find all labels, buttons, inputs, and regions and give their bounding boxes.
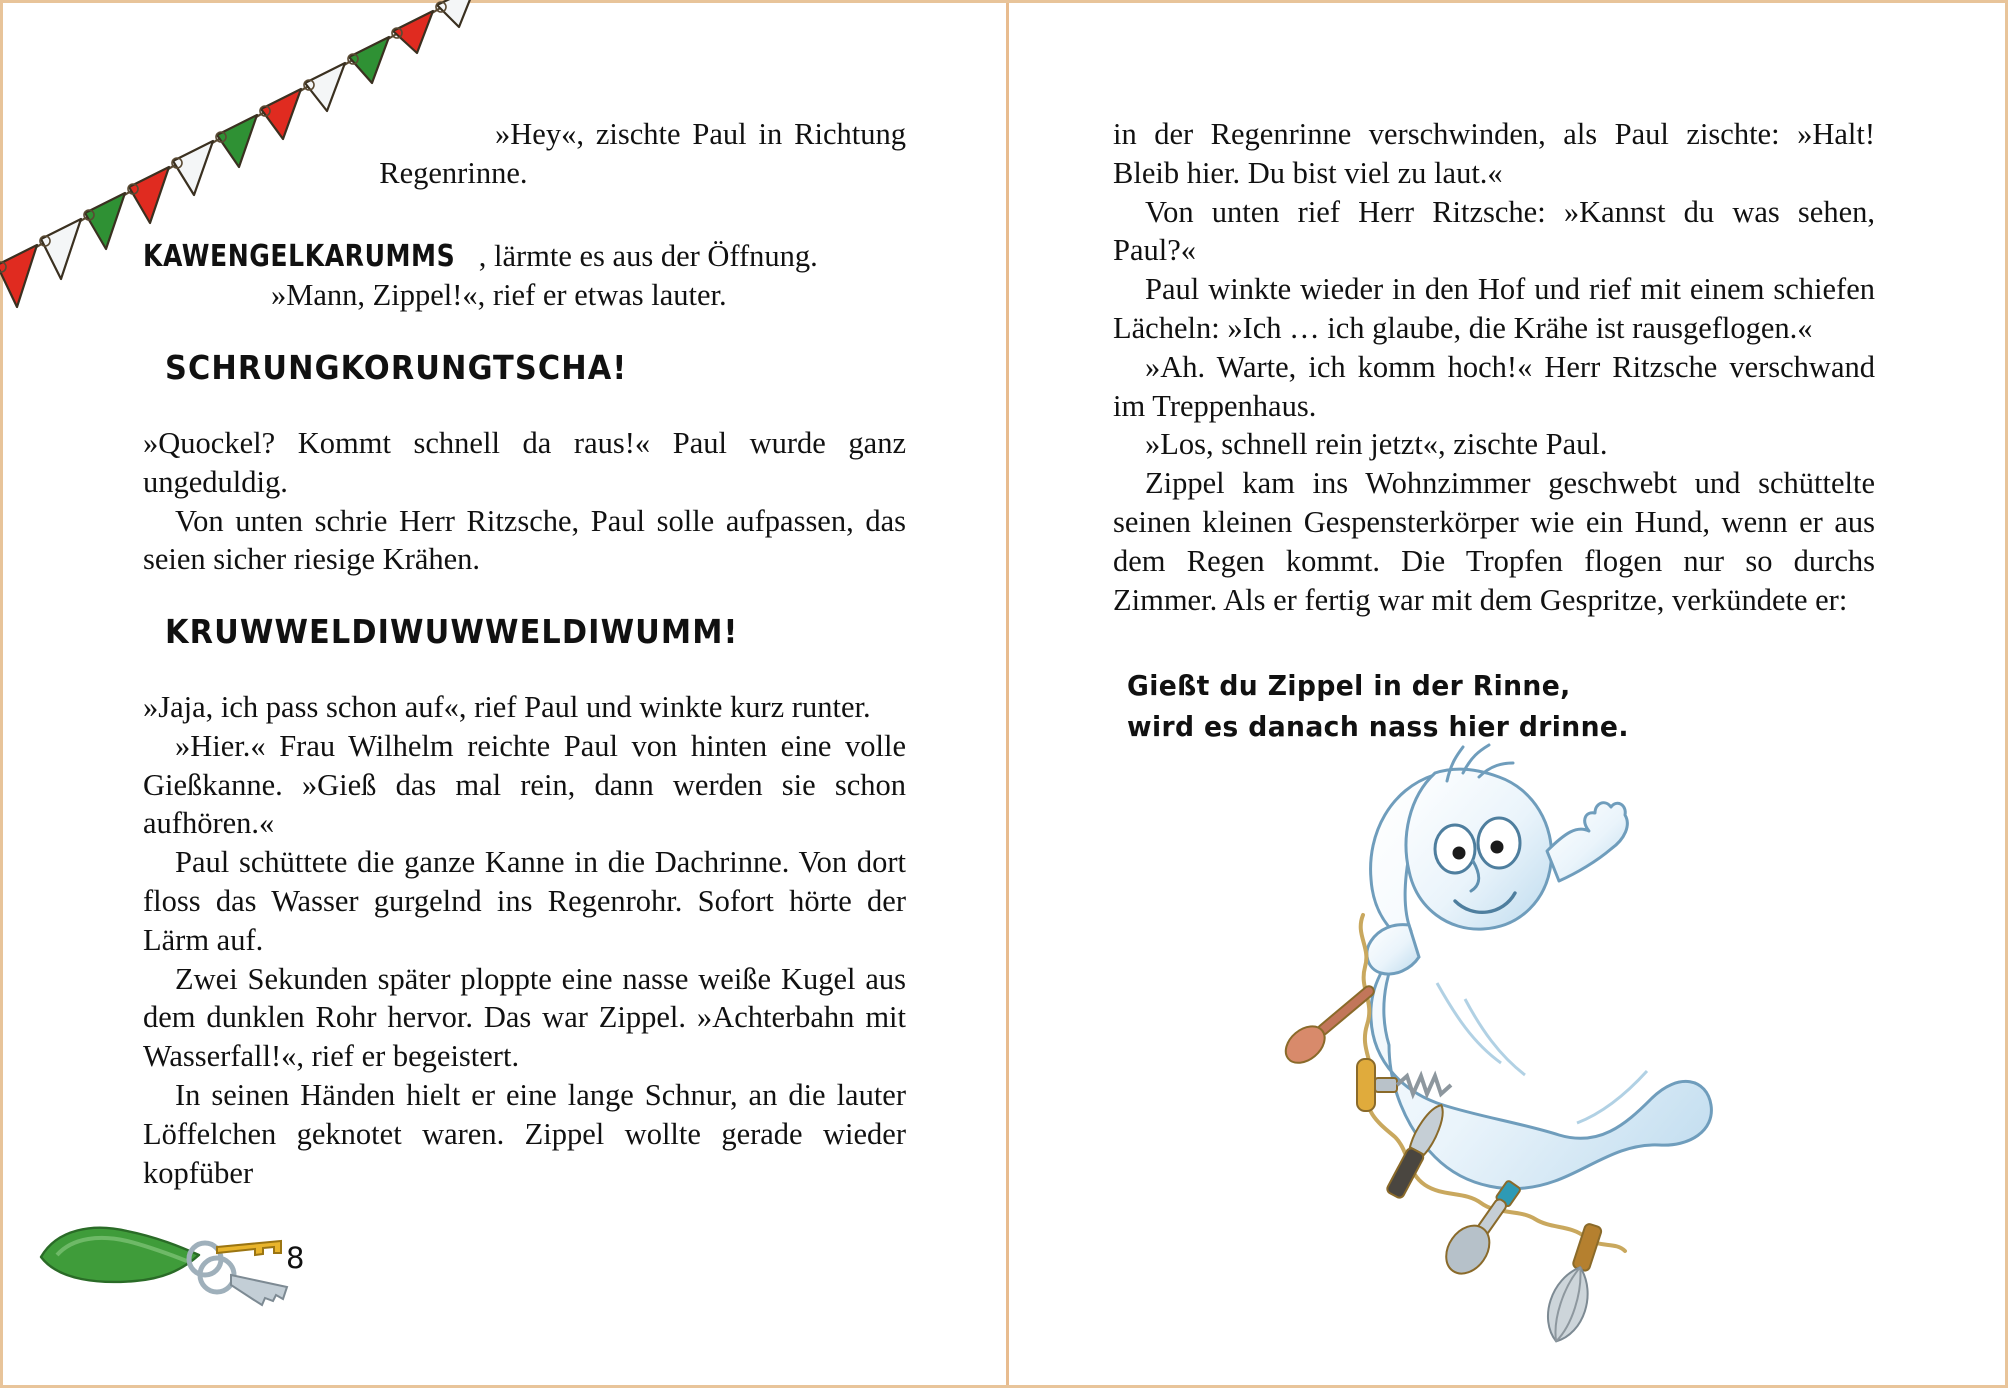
paragraph: »Hier.« Frau Wilhelm reichte Paul von hinten eine volle Gießkanne. »Gieß das mal rein, dann werden sie schon aufhören.« [143, 728, 906, 841]
sound-effect-heading: KRUWWELDIWUWWELDIWUMM! [165, 612, 739, 652]
rhyme-block [1127, 665, 1838, 747]
paragraph: Zwei Sekunden später ploppte eine nasse weiße Kugel aus dem dunklen Rohr hervor. Das war Zippel. »Achterbahn mit Wasserfall!«, rief er begeistert. [143, 961, 906, 1074]
ghost-zippel-icon [1259, 733, 1719, 1353]
left-page [3, 3, 1006, 1391]
sound-word: KAWENGELKARUMMS [143, 238, 456, 274]
right-page [1009, 3, 2008, 1391]
illustration-text-wrap-spacer [495, 193, 695, 237]
paragraph: Von unten schrie Herr Ritzsche, Paul solle aufpassen, das seien sicher riesige Krähen. [143, 503, 906, 577]
paragraph: Von unten rief Herr Ritzsche: »Kannst du was sehen, Paul?« [1113, 194, 1875, 268]
paragraph-text: »Hey«, zischte Paul in Richtung Regenrinne. [379, 117, 906, 190]
paragraph: In seinen Händen hielt er eine lange Schnur, an die lauter Löffelchen geknotet waren. Zippel wollte gerade wieder kopfüber [143, 1077, 906, 1190]
paragraph: »Jaja, ich pass schon auf«, rief Paul und winkte kurz runter. [143, 689, 871, 724]
rhyme-line: wird es danach nass hier drinne. [1127, 710, 1629, 744]
paragraph [143, 115, 906, 193]
right-page-textblock [1113, 115, 1875, 747]
rhyme-line: Gießt du Zippel in der Rinne, [1127, 669, 1571, 703]
page-number: 8 [286, 1241, 305, 1275]
sound-effect-heading: SCHRUNGKORUNGTSCHA! [165, 348, 628, 388]
left-page-textblock [143, 115, 906, 1192]
paragraph: Paul schüttete die ganze Kanne in die Dachrinne. Von dort floss das Wasser gurgelnd ins Regenrohr. Sofort hörte der Lärm auf. [143, 845, 906, 957]
paragraph: »Quockel? Kommt schnell da raus!« Paul wurde ganz ungeduldig. [143, 425, 906, 499]
paragraph: in der Regenrinne verschwinden, als Paul zischte: »Halt! Bleib hier. Du bist viel zu laut.« [1113, 117, 1875, 190]
paragraph [143, 276, 906, 315]
paragraph-text: »Mann, Zippel!«, rief er etwas lauter. [271, 278, 727, 313]
paragraph: »Ah. Warte, ich komm hoch!« Herr Ritzsche verschwand im Treppenhaus. [1113, 349, 1875, 423]
paragraph: Zippel kam ins Wohnzimmer geschwebt und schüttelte seinen kleinen Gespensterkörper wie ein Hund, wenn er aus dem Regen kommt. Die Tropfen flogen nur so durchs Zimmer. Als er fertig war mit dem Gespritze, verkündete er: [1113, 466, 1875, 617]
paragraph: Paul winkte wieder in den Hof und rief mit einem schiefen Lächeln: »Ich … ich glaube, die Krähe ist rausgeflogen.« [1113, 272, 1875, 345]
paragraph-text: , lärmte es aus der Öffnung. [478, 238, 818, 273]
paragraph: »Los, schnell rein jetzt«, zischte Paul. [1145, 427, 1608, 462]
